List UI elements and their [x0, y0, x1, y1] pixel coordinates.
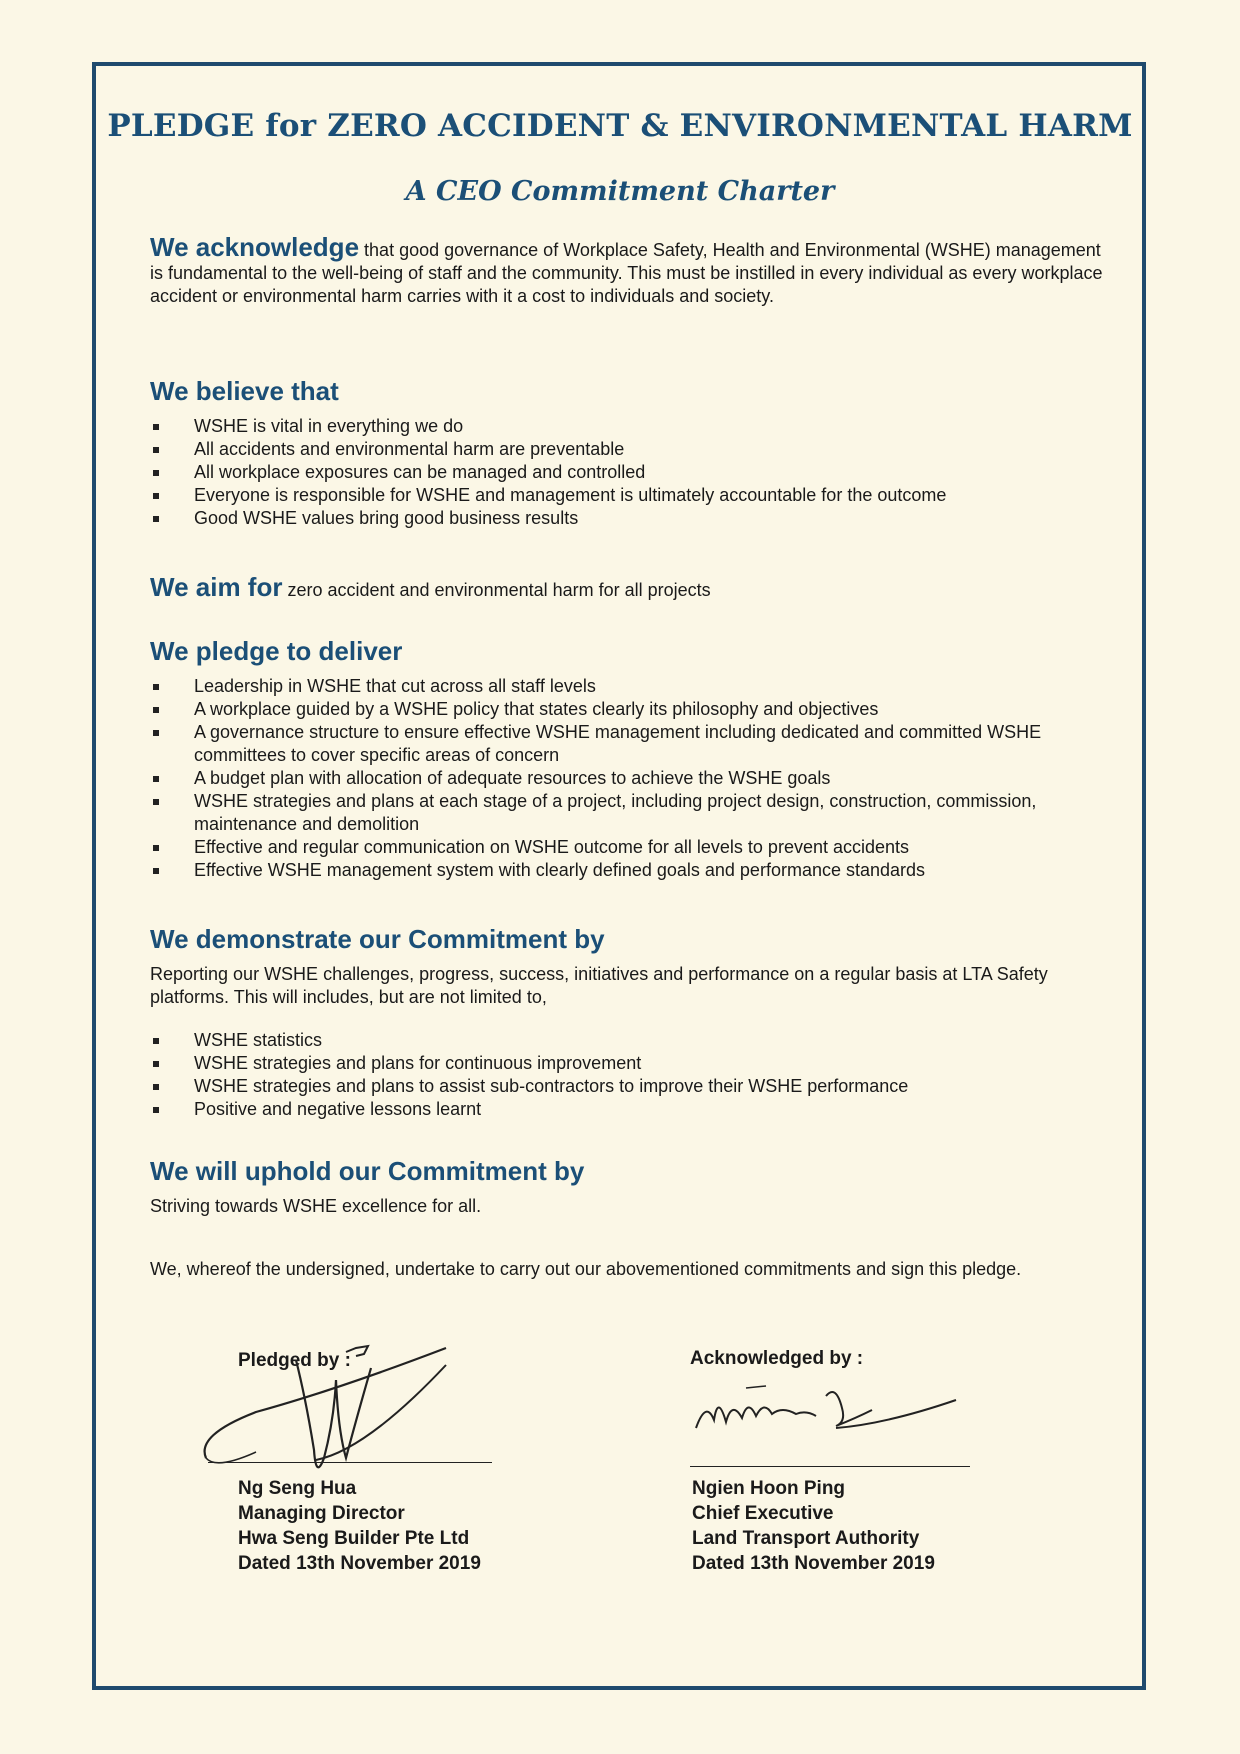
believe-heading: We believe that	[150, 376, 339, 406]
list-item-text: A budget plan with allocation of adequate resources to achieve the WSHE goals	[194, 768, 831, 788]
pledged-signatory-block	[238, 1476, 481, 1576]
believe-section	[150, 376, 1110, 530]
list-item-text: Everyone is responsible for WSHE and management is ultimately accountable for the outcome	[194, 485, 947, 505]
bullet-icon	[153, 707, 159, 713]
list-item	[150, 415, 1110, 438]
acknowledged-org: Land Transport Authority	[692, 1528, 920, 1549]
acknowledge-paragraph	[150, 232, 1110, 308]
bullet-icon	[153, 1107, 159, 1113]
list-item	[150, 484, 1110, 507]
list-item	[150, 790, 1110, 836]
list-item-text: Effective and regular communication on WSHE outcome for all levels to prevent accidents	[194, 837, 910, 857]
acknowledged-name: Ngien Hoon Ping	[692, 1478, 846, 1499]
list-item-text: WSHE strategies and plans for continuous improvement	[194, 1053, 642, 1073]
acknowledged-date: Dated 13th November 2019	[692, 1553, 935, 1574]
demonstrate-section	[150, 924, 1110, 1121]
uphold-text: Striving towards WSHE excellence for all.	[150, 1196, 482, 1216]
uphold-heading: We will uphold our Commitment by	[150, 1156, 585, 1186]
bullet-icon	[153, 447, 159, 453]
pledged-org: Hwa Seng Builder Pte Ltd	[238, 1528, 470, 1549]
acknowledge-text: that good governance of Workplace Safety, Health and Environmental (WSHE) management is fundamental to the well-being of staff and the community. This must be instilled in every individual as every workplace accident or environmental harm carries with it a cost to individuals and society.	[150, 240, 1103, 306]
pledged-label: Pledged by :	[238, 1350, 351, 1371]
aim-text: zero accident and environmental harm for all projects	[287, 580, 711, 600]
document-title: PLEDGE for ZERO ACCIDENT & ENVIRONMENTAL HARM	[107, 108, 1133, 144]
deliver-list	[150, 675, 1110, 882]
document-subtitle: A CEO Commitment Charter	[405, 176, 835, 207]
list-item	[150, 767, 1110, 790]
bullet-icon	[153, 1061, 159, 1067]
pledged-signature-line	[208, 1462, 492, 1463]
list-item	[150, 675, 1110, 698]
list-item	[150, 721, 1110, 767]
list-item	[150, 836, 1110, 859]
list-item	[150, 1052, 1110, 1075]
undertake-paragraph: We, whereof the undersigned, undertake to carry out our abovementioned commitments and sign this pledge.	[150, 1259, 1022, 1279]
list-item	[150, 859, 1110, 882]
demonstrate-list	[150, 1029, 1110, 1121]
bullet-icon	[153, 470, 159, 476]
bullet-icon	[153, 845, 159, 851]
acknowledged-role: Chief Executive	[692, 1503, 834, 1524]
list-item	[150, 1075, 1110, 1098]
bullet-icon	[153, 493, 159, 499]
list-item-text: WSHE is vital in everything we do	[194, 416, 464, 436]
signature-acknowledged-image	[686, 1370, 966, 1450]
bullet-icon	[153, 868, 159, 874]
demonstrate-intro: Reporting our WSHE challenges, progress, success, initiatives and performance on a regular basis at LTA Safety platforms. This will includes, but are not limited to,	[150, 964, 1048, 1007]
list-item	[150, 698, 1110, 721]
pledged-role: Managing Director	[238, 1503, 405, 1524]
list-item	[150, 1029, 1110, 1052]
list-item-text: Effective WSHE management system with clearly defined goals and performance standards	[194, 860, 926, 880]
acknowledge-lead: We acknowledge	[150, 232, 360, 262]
bullet-icon	[153, 1084, 159, 1090]
deliver-heading: We pledge to deliver	[150, 636, 403, 666]
acknowledged-signature-line	[690, 1466, 970, 1467]
bullet-icon	[153, 684, 159, 690]
list-item	[150, 507, 1110, 530]
list-item-text: A governance structure to ensure effective WSHE management including dedicated and committed WSHE committees to cover specific areas of concern	[194, 722, 1042, 765]
list-item-text: All accidents and environmental harm are preventable	[194, 439, 625, 459]
list-item-text: Positive and negative lessons learnt	[194, 1099, 482, 1119]
demonstrate-heading: We demonstrate our Commitment by	[150, 924, 605, 954]
list-item	[150, 438, 1110, 461]
list-item	[150, 461, 1110, 484]
signature-pledged-image	[196, 1340, 506, 1490]
bullet-icon	[153, 516, 159, 522]
acknowledged-signatory-block	[692, 1476, 935, 1576]
list-item-text: WSHE strategies and plans to assist sub-contractors to improve their WSHE performance	[194, 1076, 909, 1096]
bullet-icon	[153, 424, 159, 430]
list-item-text: Leadership in WSHE that cut across all staff levels	[194, 676, 596, 696]
list-item-text: WSHE strategies and plans at each stage of a project, including project design, construction, commission, maintenance and demolition	[194, 791, 1037, 834]
bullet-icon	[153, 776, 159, 782]
acknowledged-label: Acknowledged by :	[690, 1348, 864, 1369]
pledged-date: Dated 13th November 2019	[238, 1553, 481, 1574]
aim-lead: We aim for	[150, 572, 283, 602]
pledged-name: Ng Seng Hua	[238, 1478, 357, 1499]
uphold-section	[150, 1156, 1110, 1218]
bullet-icon	[153, 730, 159, 736]
list-item-text: All workplace exposures can be managed and controlled	[194, 462, 646, 482]
list-item-text: WSHE statistics	[194, 1030, 323, 1050]
believe-list	[150, 415, 1110, 530]
bullet-icon	[153, 799, 159, 805]
deliver-section	[150, 636, 1110, 882]
list-item	[150, 1098, 1110, 1121]
list-item-text: Good WSHE values bring good business results	[194, 508, 579, 528]
aim-paragraph	[150, 572, 1110, 602]
list-item-text: A workplace guided by a WSHE policy that states clearly its philosophy and objectives	[194, 699, 879, 719]
bullet-icon	[153, 1038, 159, 1044]
